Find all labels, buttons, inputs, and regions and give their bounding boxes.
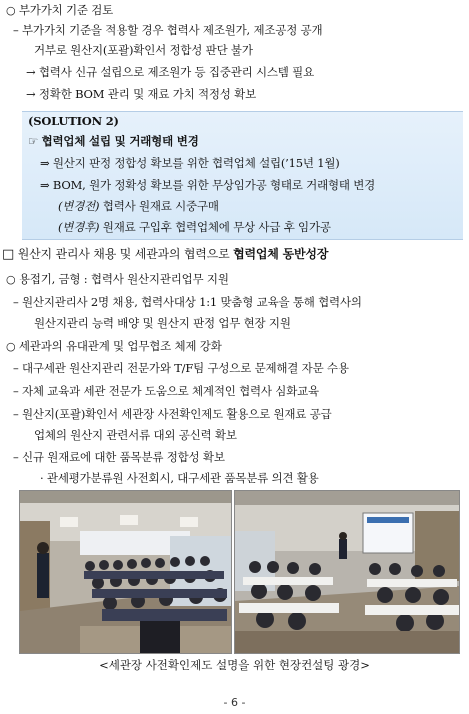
photo-caption: <세관장 사전확인제도 설명을 위한 현장컨설팅 광경> <box>99 658 370 672</box>
solution-item-2: ⇒ BOM, 원가 정확성 확보를 위한 무상임가공 형태로 거래형태 변경 <box>40 178 376 192</box>
section-heading-value-added: ○ 부가가치 기준 검토 <box>6 3 114 17</box>
sub2-dash-2: – 자체 교육과 세관 전문가 도움으로 체계적인 협력사 심화교육 <box>13 384 319 398</box>
after-change: (변경후) 원재료 구입후 협력업체에 무상 사급 후 임가공 <box>58 220 331 234</box>
sub2-dash-4-dot: · 관세평가분류원 사전회시, 대구세관 품목분류 의견 활용 <box>40 471 319 485</box>
dash-item-line1: – 부가가치 기준을 적용할 경우 협력사 제조원가, 제조공정 공개 <box>13 23 323 37</box>
sub-heading-2: ○ 세관과의 유대관계 및 업무협조 체제 강화 <box>6 339 222 353</box>
sub2-dash-4: – 신규 원재료에 대한 품목분류 정합성 확보 <box>13 450 225 464</box>
sub2-dash-3-line1: – 원산지(포괄)확인서 세관장 사전확인제도 활용으로 원재료 공급 <box>13 407 332 421</box>
before-change: (변경전) 협력사 원재료 시중구매 <box>58 199 219 213</box>
dash-item-line2: 거부로 원산지(포괄)확인서 정합성 판단 불가 <box>34 43 253 57</box>
pointing-hand-icon: ☞ <box>28 134 39 148</box>
square-bullet-icon: □ <box>2 247 15 262</box>
section-heading-partner-growth: □ 원산지 관리사 채용 및 세관과의 협력으로 협력업체 동반성장 <box>2 247 329 262</box>
photo-seminar-left <box>19 490 232 654</box>
circle-bullet-icon: ○ <box>6 4 16 17</box>
arrow-item-1: → 협력사 신규 설립으로 제조원가 등 집중관리 시스템 필요 <box>26 65 314 79</box>
solution-heading: ☞ 협력업체 설립 및 거래형태 변경 <box>28 134 199 148</box>
photo-seminar-right <box>234 490 460 654</box>
page-number: - 6 - <box>223 696 246 709</box>
sub1-dash-line1: – 원산지관리사 2명 채용, 협력사대상 1:1 맞춤형 교육을 통해 협력사의 <box>13 295 362 309</box>
solution-label: (SOLUTION 2) <box>28 114 119 128</box>
sub2-dash-1: – 대구세관 원산지관리 전문가와 T/F팀 구성으로 문제해결 자문 수용 <box>13 361 349 375</box>
solution-item-1: ⇒ 원산지 판정 정합성 확보를 위한 협력업체 설립(’15년 1월) <box>40 156 340 170</box>
sub2-dash-3-line2: 업체의 원산지 관련서류 대외 공신력 확보 <box>34 428 237 442</box>
circle-bullet-icon: ○ <box>6 273 16 286</box>
sub-heading-1: ○ 용접기, 금형 : 협력사 원산지관리업무 지원 <box>6 272 229 286</box>
circle-bullet-icon: ○ <box>6 340 16 353</box>
seminar-photo-left-image <box>20 491 231 653</box>
arrow-item-2: → 정확한 BOM 관리 및 재료 가치 적정성 확보 <box>26 87 256 101</box>
sub1-dash-line2: 원산지관리 능력 배양 및 원산지 판정 업무 현장 지원 <box>34 316 291 330</box>
seminar-photo-right-image <box>235 491 459 653</box>
